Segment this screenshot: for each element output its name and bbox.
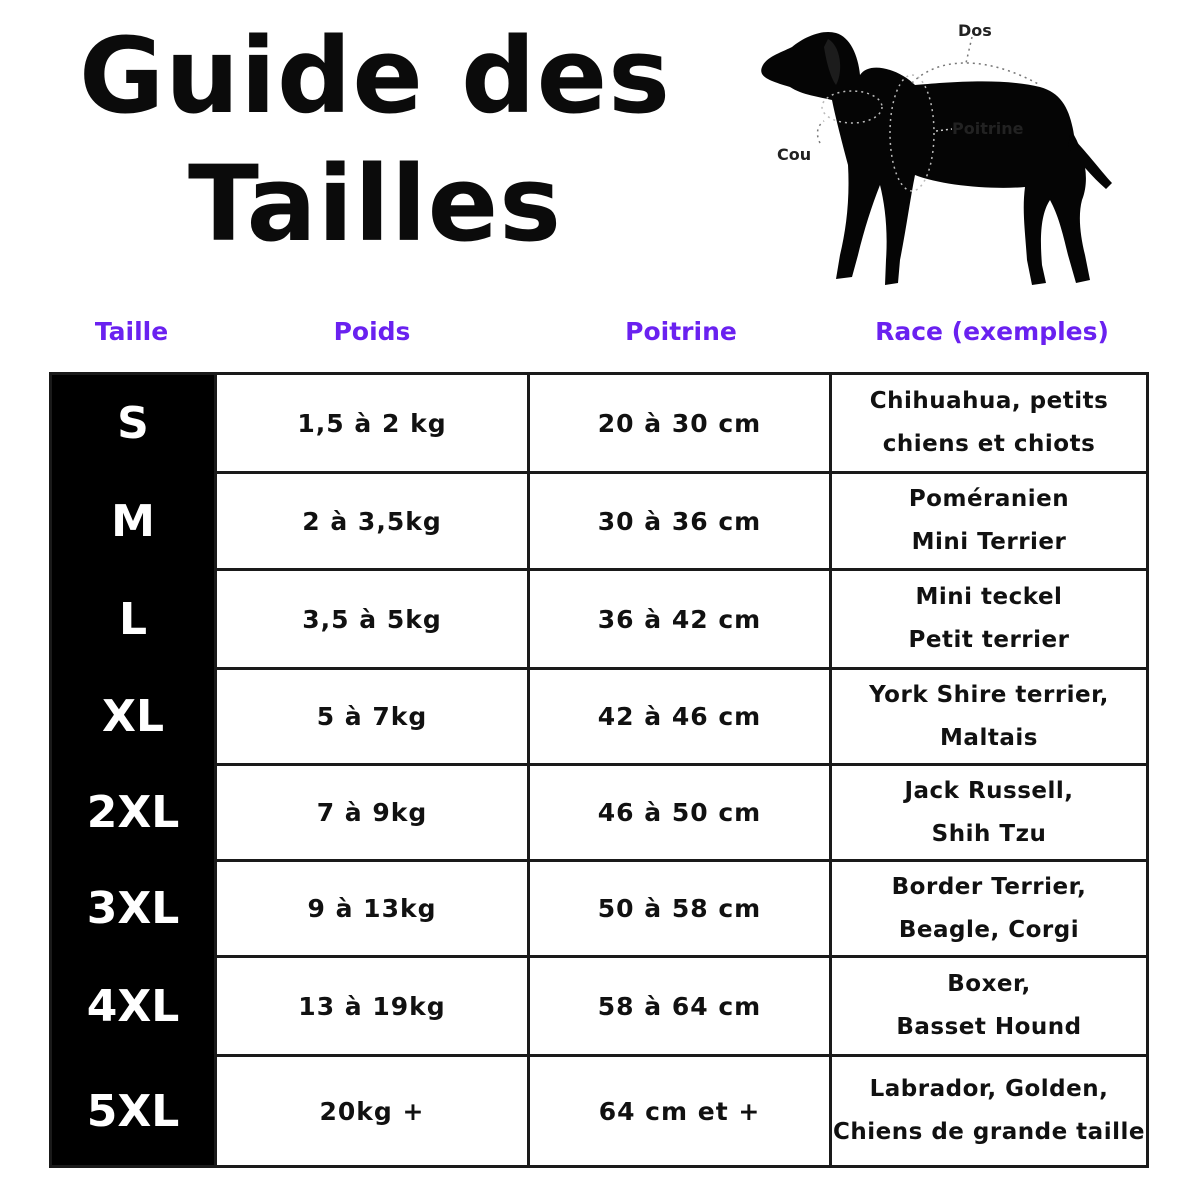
race-cell xyxy=(829,571,1146,667)
dog-silhouette-icon xyxy=(740,15,1120,305)
race-line: Labrador, Golden, xyxy=(869,1076,1109,1102)
race-line: Jack Russell, xyxy=(904,777,1074,804)
poids-cell: 7 à 9kg xyxy=(214,766,527,859)
size-cell: 2XL xyxy=(86,787,180,838)
poids-cell: 13 à 19kg xyxy=(214,958,527,1054)
poitrine-cell: 36 à 42 cm xyxy=(527,571,829,667)
race-cell xyxy=(829,1057,1146,1165)
race-line: Border Terrier, xyxy=(891,873,1087,900)
poids-cell: 2 à 3,5kg xyxy=(214,474,527,568)
label-dos: Dos xyxy=(958,21,992,40)
race-cell xyxy=(829,670,1146,763)
race-cell xyxy=(829,766,1146,859)
size-cell: 3XL xyxy=(86,883,180,934)
label-poitrine: Poitrine xyxy=(952,119,1024,138)
size-cell: L xyxy=(118,593,148,645)
race-line: Boxer, xyxy=(947,971,1031,997)
size-cell: 4XL xyxy=(86,980,180,1032)
poitrine-cell: 46 à 50 cm xyxy=(527,766,829,859)
table-row xyxy=(52,862,1146,955)
poids-cell: 3,5 à 5kg xyxy=(214,571,527,667)
table-row xyxy=(52,766,1146,859)
race-line: Chihuahua, petits xyxy=(869,388,1109,414)
race-line: Maltais xyxy=(940,724,1038,751)
dog-measurement-diagram xyxy=(740,15,1120,305)
poitrine-cell: 64 cm et + xyxy=(527,1057,829,1165)
size-table xyxy=(49,372,1149,1168)
race-line: Mini teckel xyxy=(915,584,1063,610)
race-line: Poméranien xyxy=(908,486,1070,512)
race-line: Shih Tzu xyxy=(931,820,1047,847)
size-cell: S xyxy=(117,397,149,449)
race-line: Petit terrier xyxy=(908,627,1070,653)
race-line: York Shire terrier, xyxy=(869,681,1109,708)
table-row xyxy=(52,958,1146,1054)
race-cell xyxy=(829,375,1146,471)
poids-cell: 20kg + xyxy=(214,1057,527,1165)
header-poitrine: Poitrine xyxy=(625,317,737,346)
race-line: Chiens de grande taille xyxy=(833,1119,1145,1145)
size-cell: M xyxy=(111,495,155,547)
page-title xyxy=(50,12,700,268)
poitrine-cell: 42 à 46 cm xyxy=(527,670,829,763)
poids-cell: 1,5 à 2 kg xyxy=(214,375,527,471)
race-line: Beagle, Corgi xyxy=(898,916,1080,943)
table-row xyxy=(52,670,1146,763)
table-row xyxy=(52,375,1146,471)
header-race: Race (exemples) xyxy=(875,317,1109,346)
race-cell xyxy=(829,958,1146,1054)
size-cell: XL xyxy=(102,691,164,742)
size-cell: 5XL xyxy=(86,1085,180,1137)
title-line-1: Guide des xyxy=(78,15,672,137)
race-cell xyxy=(829,862,1146,955)
poitrine-cell: 50 à 58 cm xyxy=(527,862,829,955)
poitrine-cell: 20 à 30 cm xyxy=(527,375,829,471)
table-row xyxy=(52,1057,1146,1165)
label-cou: Cou xyxy=(777,145,812,164)
header-poids: Poids xyxy=(333,317,411,346)
poids-cell: 9 à 13kg xyxy=(214,862,527,955)
poitrine-cell: 30 à 36 cm xyxy=(527,474,829,568)
title-line-2: Tailles xyxy=(187,143,563,265)
race-line: Basset Hound xyxy=(896,1014,1082,1040)
race-line: Mini Terrier xyxy=(911,529,1067,555)
header-taille: Taille xyxy=(94,317,169,346)
table-headers xyxy=(0,312,1200,352)
poitrine-cell: 58 à 64 cm xyxy=(527,958,829,1054)
race-cell xyxy=(829,474,1146,568)
table-row xyxy=(52,474,1146,568)
poids-cell: 5 à 7kg xyxy=(214,670,527,763)
table-row xyxy=(52,571,1146,667)
race-line: chiens et chiots xyxy=(882,431,1096,457)
